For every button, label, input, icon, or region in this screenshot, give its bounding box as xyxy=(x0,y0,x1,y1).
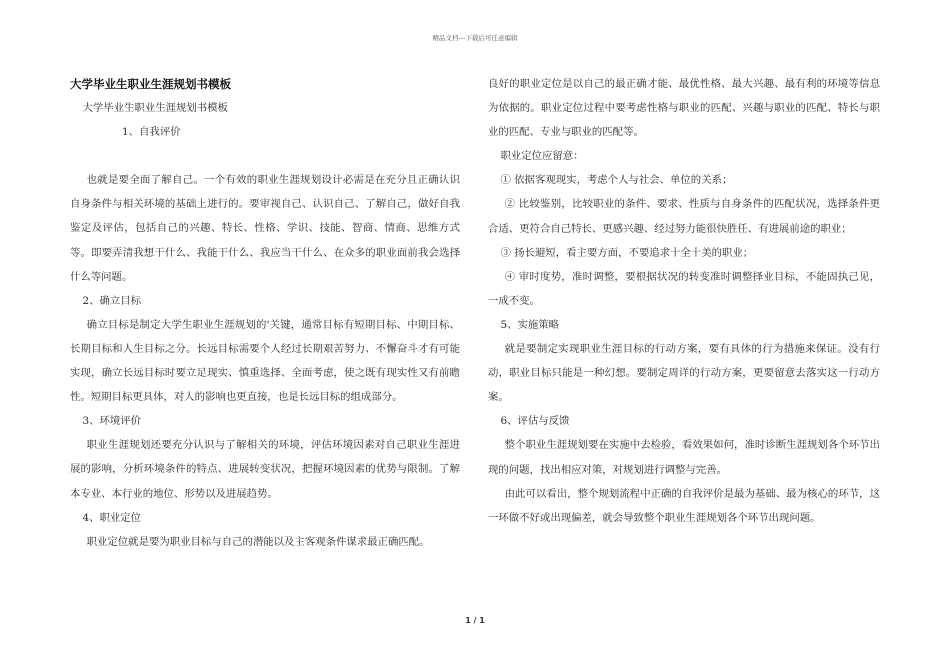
note-item-1: ① 依据客观现实，考虑个人与社会、单位的关系； xyxy=(500,174,733,187)
section-heading-6: 6、评估与反馈 xyxy=(500,415,570,428)
section-heading-2: 2、确立目标 xyxy=(82,294,142,307)
left-column xyxy=(70,72,460,554)
section-heading-5: 5、实施策略 xyxy=(500,318,560,331)
page-header: 精品文档---下载后可任意编辑 xyxy=(432,34,518,42)
note-item-4: ④ 审时度势，准时调整，要根据状况的转变准时调整择业目标，不能固执己见，一成不变。 xyxy=(488,270,880,307)
paragraph-conclusion: 由此可以看出，整个规划流程中正确的自我评价是最为基础、最为核心的环节，这一环做不好或出现偏差，就会导致整个职业生涯规划各个环节出现问题。 xyxy=(488,487,880,524)
section-heading-4: 4、职业定位 xyxy=(82,511,142,524)
paragraph-career-positioning: 职业定位就是要为职业目标与自己的潜能以及主客观条件谋求最正确匹配。 xyxy=(86,535,430,548)
paragraph-career-positioning-cont: 良好的职业定位是以自己的最正确才能、最优性格、最大兴趣、最有利的环境等信息为依据的。职业定位过程中要考虑性格与职业的匹配、兴趣与职业的匹配、特长与职业的匹配、专业与职业的匹配等。 xyxy=(488,78,880,139)
note-item-3: ③ 扬长避短，看主要方面，不要追求十全十美的职业； xyxy=(500,246,754,259)
document-subtitle: 大学毕业生职业生涯规划书模板 xyxy=(82,102,228,115)
note-item-2: ② 比较鉴别，比较职业的条件、要求、性质与自身条件的匹配状况，选择条件更合适、更符合自己特长、更感兴趣、经过努力能很快胜任、有进展前途的职业； xyxy=(488,198,880,235)
paragraph-self-evaluation: 也就是要全面了解自己。一个有效的职业生涯规划设计必需是在充分且正确认识自身条件与相关环境的基础上进行的。要审视自己、认识自己、了解自己，做好自我鉴定及评估，包括自己的兴趣、特长、性格、学识、技能、智商、情商、思维方式等。即要弄清我想干什么、我能干什么、我应当干什么、在众多的职业面前我会选择什么等问题。 xyxy=(70,174,460,283)
right-column xyxy=(488,72,880,530)
paragraph-goal-setting: 确立目标是制定大学生职业生涯规划的'关键，通常目标有短期目标、中期目标、长期目标和人生目标之分。长远目标需要个人经过长期艰苦努力、不懈奋斗才有可能实现，确立长远目标时要立足现实、慎重选择、全面考虑，使之既有现实性又有前瞻性。短期目标更具体，对人的影响也更直接，也是长远目标的组成部分。 xyxy=(70,318,460,404)
blank-line xyxy=(70,144,460,168)
section-heading-1: 1、自我评价 xyxy=(122,126,181,139)
paragraph-environment: 职业生涯规划还要充分认识与了解相关的环境，评估环境因素对自己职业生涯进展的影响，分析环境条件的特点、进展转变状况，把握环境因素的优势与限制。了解本专业、本行业的地位、形势以及进展趋势。 xyxy=(70,439,460,500)
document-title: 大学毕业生职业生涯规划书模板 xyxy=(70,77,231,91)
positioning-note: 职业定位应留意： xyxy=(500,150,584,163)
section-heading-3: 3、环境评价 xyxy=(82,415,142,428)
paragraph-feedback: 整个职业生涯规划要在实施中去检验，看效果如何，准时诊断生涯规划各个环节出现的问题，找出相应对策，对规划进行调整与完善。 xyxy=(488,439,880,476)
paragraph-strategy: 就是要制定实现职业生涯目标的行动方案，要有具体的行为措施来保证。没有行动，职业目标只能是一种幻想。要制定周详的行动方案，更要留意去落实这一行动方案。 xyxy=(488,343,880,404)
page-number: 1 / 1 xyxy=(465,616,485,625)
